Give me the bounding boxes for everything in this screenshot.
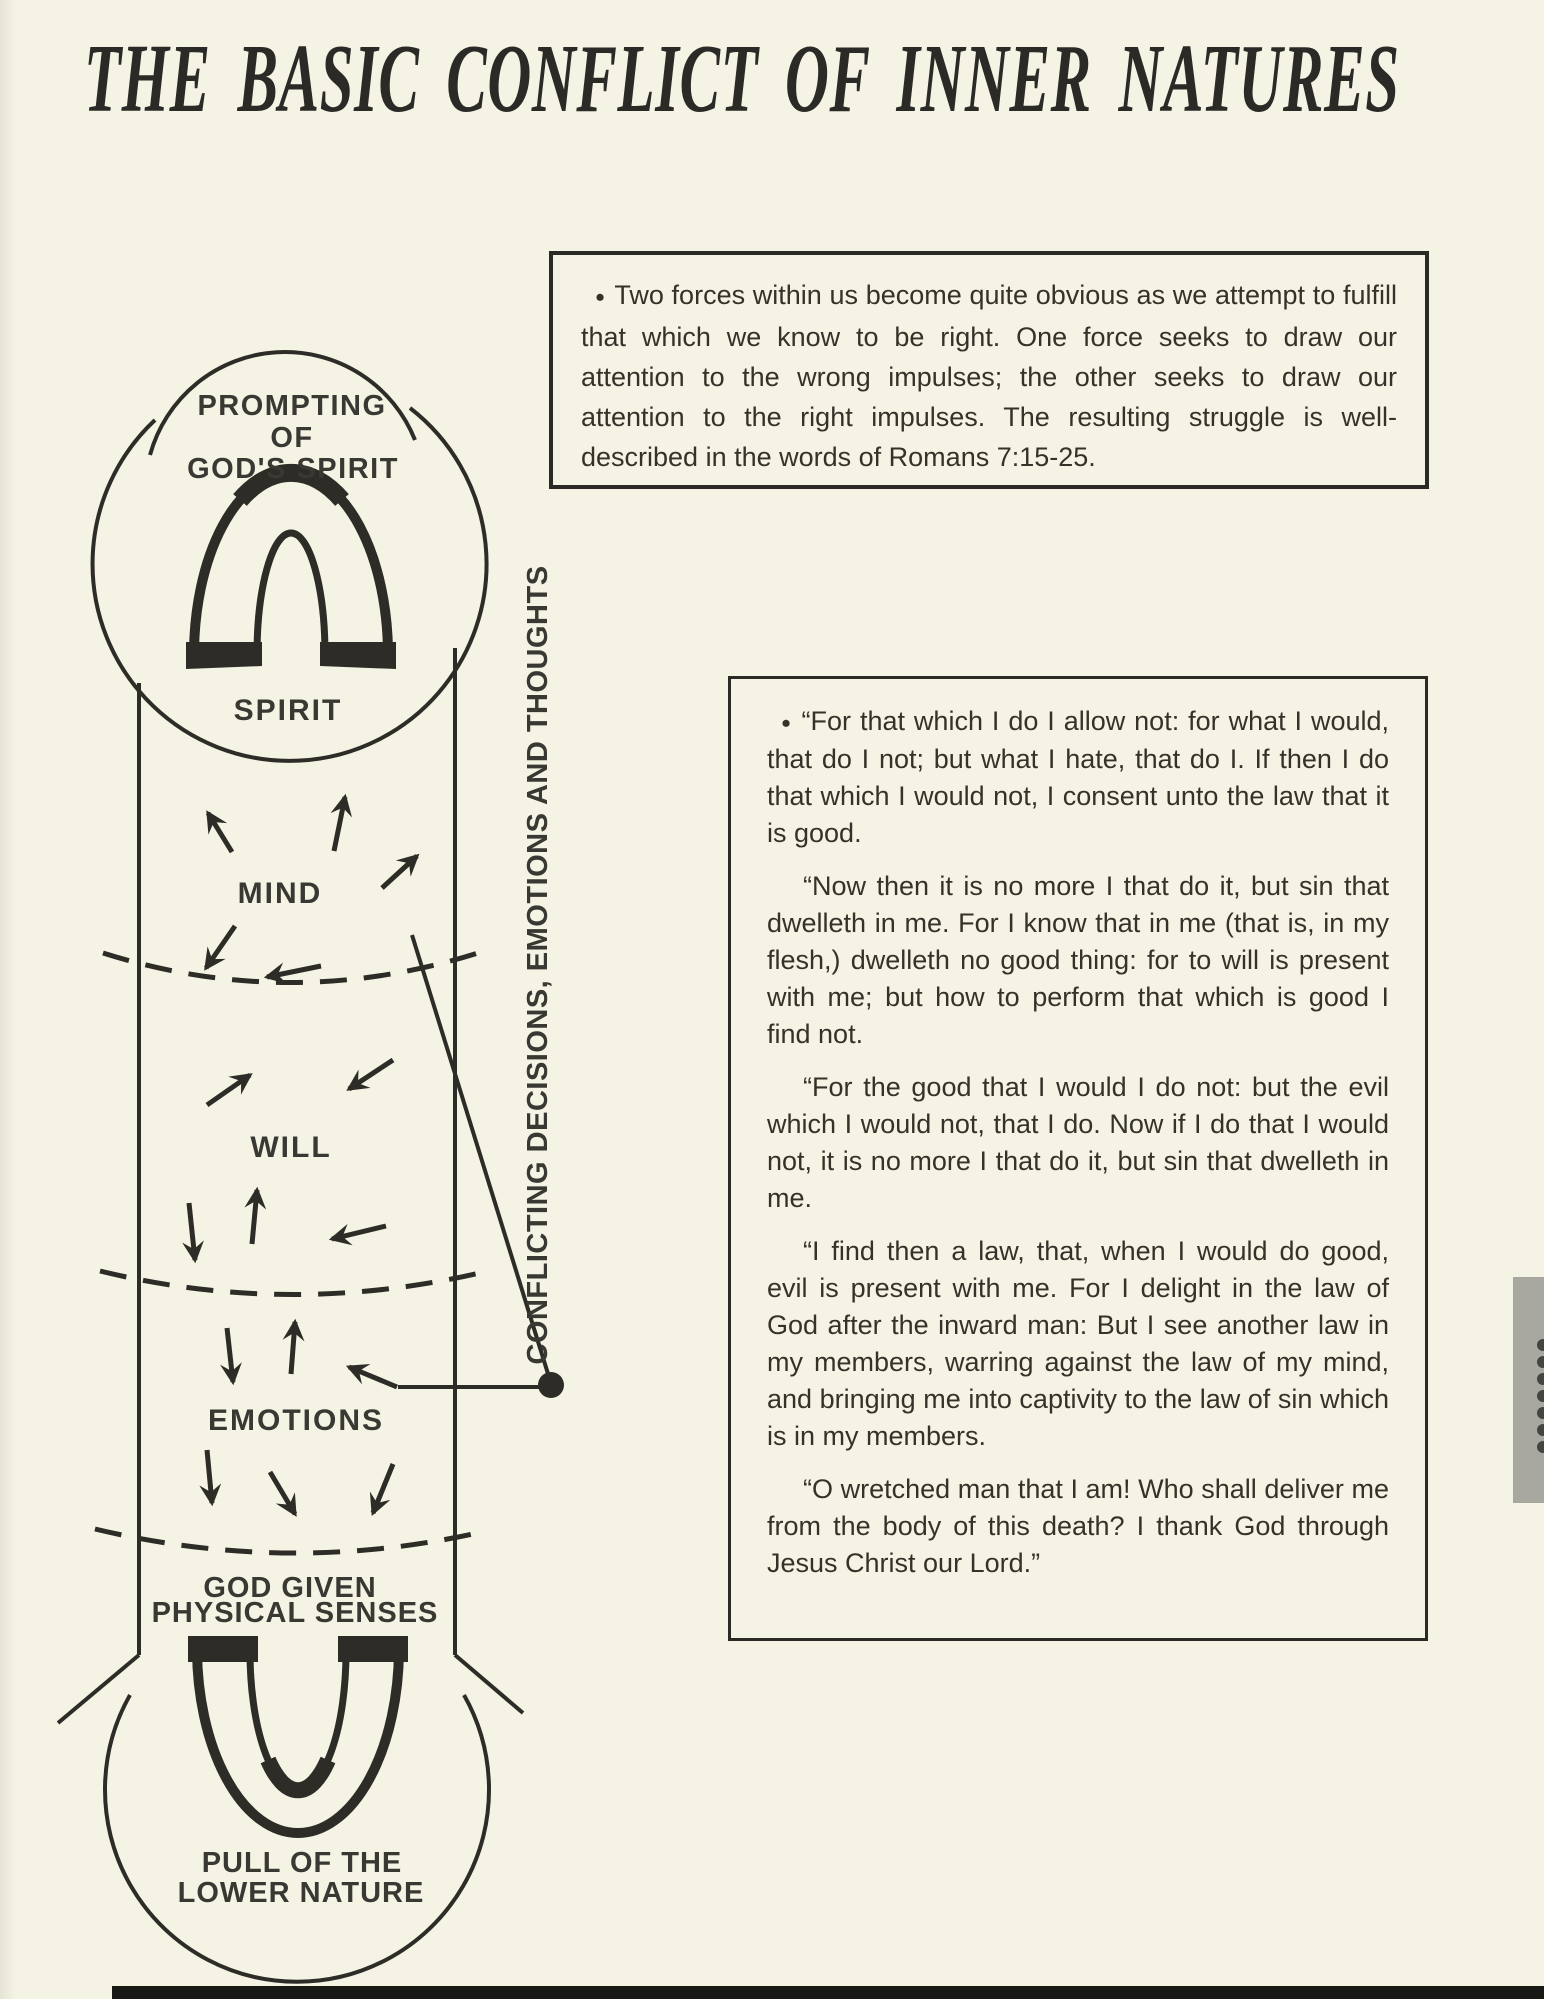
label-prompting-line3: GOD'S SPIRIT bbox=[187, 453, 399, 485]
scripture-box bbox=[728, 676, 1428, 1641]
scan-edge-tab bbox=[1513, 1277, 1544, 1503]
label-senses-line1: GOD GIVEN bbox=[203, 1572, 377, 1604]
label-pull-line2: LOWER NATURE bbox=[177, 1877, 425, 1909]
scan-edge-mark bbox=[1537, 1407, 1544, 1419]
label-prompting-line2: OF bbox=[270, 422, 314, 454]
bottom-magnet-icon bbox=[188, 1636, 408, 1833]
scripture-paragraph-4: “I find then a law, that, when I would do good, evil is present with me. For I delight in the law of God after the inward man: But I see another law in my members, warring against the law of my mind, and bringing me into captivity to the law of sin which is in my members. bbox=[767, 1236, 1389, 1451]
bullet-icon: ● bbox=[595, 287, 606, 306]
label-spirit: SPIRIT bbox=[233, 694, 343, 727]
scan-edge-mark bbox=[1537, 1424, 1544, 1436]
scripture-paragraph-1 bbox=[767, 703, 1389, 852]
page-title: THE BASIC CONFLICT OF INNER NATURES bbox=[84, 25, 1400, 133]
scripture-paragraph-5: “O wretched man that I am! Who shall deliver me from the body of this death? I thank God through Jesus Christ our Lord.” bbox=[767, 1474, 1389, 1578]
scan-edge-mark bbox=[1537, 1441, 1544, 1453]
scripture-text-1: “For that which I do I allow not: for what I would, that do I not; but what I hate, that do I. If then I do that which I would not, I consent unto the law that it is good. bbox=[767, 706, 1390, 848]
scan-edge-mark bbox=[1537, 1390, 1544, 1402]
section-divider-emotions-senses bbox=[95, 1529, 486, 1553]
side-label-conflicting: CONFLICTING DECISIONS, EMOTIONS AND THOUGHTS bbox=[522, 565, 554, 1365]
inner-natures-diagram bbox=[0, 250, 700, 1999]
scan-bottom-edge bbox=[112, 1986, 1544, 1999]
scan-edge-mark bbox=[1537, 1373, 1544, 1385]
label-pull-line1: PULL OF THE bbox=[201, 1847, 403, 1879]
scan-edge-mark bbox=[1537, 1339, 1544, 1351]
top-magnet-icon bbox=[186, 473, 396, 669]
label-emotions: EMOTIONS bbox=[207, 1404, 385, 1437]
intro-text: Two forces within us become quite obvious as we attempt to fulfill that which we know to be right. One force seeks to draw our attention to the wrong impulses; the other seeks to draw our attention to the right impulses. The resulting struggle is well-described in the words of Romans 7:15-25. bbox=[581, 280, 1397, 472]
label-mind: MIND bbox=[237, 877, 323, 910]
section-divider-will-emotions bbox=[100, 1271, 488, 1295]
scan-edge-mark bbox=[1537, 1356, 1544, 1368]
bullet-icon: ● bbox=[781, 713, 793, 732]
lower-nature-circle bbox=[105, 1695, 489, 1982]
scripture-paragraph-2: “Now then it is no more I that do it, but sin that dwelleth in me. For I know that in me (that is, in my flesh,) dwelleth no good thing: for to will is present with me; but how to perform that which is good I find not. bbox=[767, 871, 1389, 1049]
intro-paragraph bbox=[581, 275, 1397, 477]
scripture-paragraph-3: “For the good that I would I do not: but the evil which I would not, that I do. Now if I do that I would not, it is no more I that do it, but sin that dwelleth in me. bbox=[767, 1072, 1389, 1213]
column-left-flare bbox=[58, 1655, 139, 1723]
column-right-flare bbox=[455, 1655, 523, 1713]
label-prompting-line1: PROMPTING bbox=[197, 390, 387, 422]
label-will: WILL bbox=[250, 1131, 332, 1164]
label-senses-line2: PHYSICAL SENSES bbox=[151, 1597, 439, 1629]
callout-dot bbox=[538, 1372, 564, 1398]
